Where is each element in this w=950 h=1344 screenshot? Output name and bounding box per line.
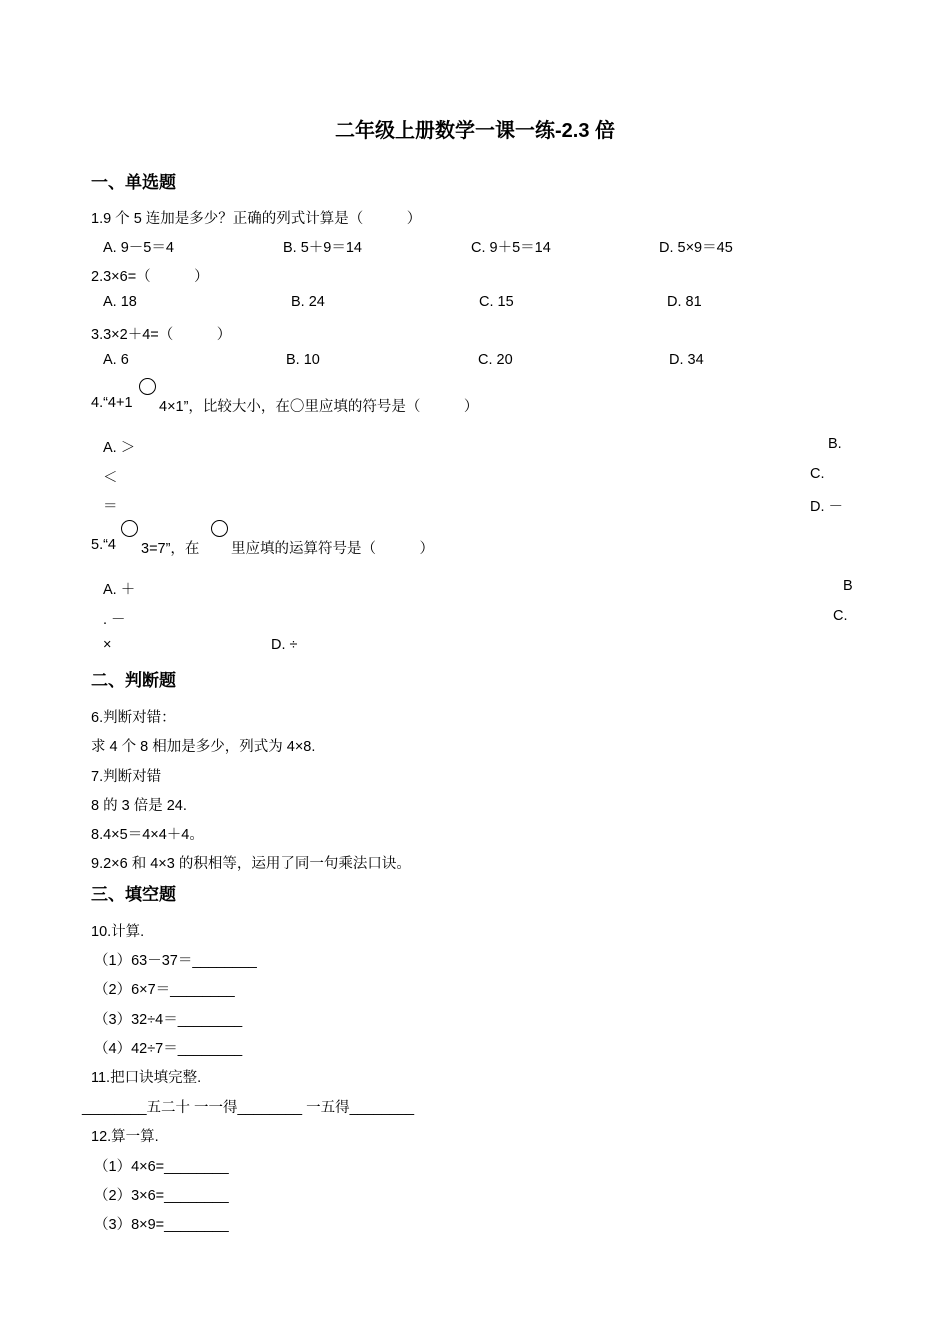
question-5-stem-part3: 里应填的运算符号是（ ） bbox=[231, 541, 434, 557]
question-5-option-c-value: × bbox=[103, 637, 112, 653]
question-12-item: （3）8×9=________ bbox=[94, 1217, 229, 1233]
question-7-stem: 7.判断对错 bbox=[91, 769, 162, 785]
blank-circle-icon bbox=[211, 520, 228, 537]
question-4-option-c-label: C. bbox=[810, 466, 825, 482]
question-2-option-b: B. 24 bbox=[291, 294, 325, 310]
section-heading-single-choice: 一、单选题 bbox=[91, 173, 176, 192]
question-5-option-c-label: C. bbox=[833, 608, 848, 624]
question-3-option-b: B. 10 bbox=[286, 352, 320, 368]
question-3-option-d: D. 34 bbox=[669, 352, 704, 368]
question-5-stem-part1: 5.“4 bbox=[91, 537, 116, 553]
question-6-stem: 6.判断对错： bbox=[91, 710, 176, 726]
question-2-stem: 2.3×6=（ ） bbox=[91, 269, 209, 285]
blank-circle-icon bbox=[139, 378, 156, 395]
question-2-option-d: D. 81 bbox=[667, 294, 702, 310]
question-5-option-b-label: B bbox=[843, 578, 853, 594]
question-4-option-d: D. － bbox=[810, 499, 844, 515]
question-9-stem: 9.2×6 和 4×3 的积相等，运用了同一句乘法口诀。 bbox=[91, 856, 411, 872]
question-1-option-c: C. 9＋5＝14 bbox=[471, 240, 551, 256]
question-4-option-b-label: B. bbox=[828, 436, 842, 452]
question-7-text: 8 的 3 倍是 24. bbox=[91, 798, 187, 814]
question-10-item: （1）63－37＝________ bbox=[94, 953, 257, 969]
question-4-stem-part2: 4×1”，比较大小，在〇里应填的符号是（ ） bbox=[159, 399, 479, 415]
question-12-item: （1）4×6=________ bbox=[94, 1159, 229, 1175]
question-5-option-b-value: . － bbox=[103, 612, 126, 628]
question-11-stem: 11.把口诀填完整. bbox=[91, 1070, 202, 1086]
question-12-stem: 12.算一算. bbox=[91, 1129, 159, 1145]
question-4-stem-part1: 4.“4+1 bbox=[91, 395, 133, 411]
question-3-stem: 3.3×2＋4=（ ） bbox=[91, 327, 232, 343]
question-4-option-c-value: ＝ bbox=[103, 499, 118, 515]
question-11-text: ________五二十 一一得________ 一五得________ bbox=[82, 1100, 415, 1116]
question-12-item: （2）3×6=________ bbox=[94, 1188, 229, 1204]
section-heading-fill-in: 三、填空题 bbox=[91, 885, 176, 904]
question-4-option-b-value: ＜ bbox=[103, 470, 118, 486]
page-title: 二年级上册数学一课一练-2.3 倍 bbox=[334, 120, 616, 142]
question-5-stem-part2: 3=7”，在 bbox=[141, 541, 200, 557]
question-2-option-c: C. 15 bbox=[479, 294, 514, 310]
question-5-option-a: A. ＋ bbox=[103, 582, 136, 598]
question-1-option-d: D. 5×9＝45 bbox=[659, 240, 733, 256]
question-10-item: （3）32÷4＝________ bbox=[94, 1012, 243, 1028]
question-1-stem: 1.9 个 5 连加是多少？正确的列式计算是（ ） bbox=[91, 211, 422, 227]
section-heading-true-false: 二、判断题 bbox=[91, 671, 176, 690]
question-6-text: 求 4 个 8 相加是多少，列式为 4×8. bbox=[91, 739, 316, 755]
question-10-item: （4）42÷7＝________ bbox=[94, 1041, 243, 1057]
question-3-option-c: C. 20 bbox=[478, 352, 513, 368]
question-2-option-a: A. 18 bbox=[103, 294, 137, 310]
question-8-stem: 8.4×5＝4×4＋4。 bbox=[91, 827, 204, 843]
question-1-option-b: B. 5＋9＝14 bbox=[283, 240, 362, 256]
question-5-option-d: D. ÷ bbox=[271, 637, 298, 653]
question-1-option-a: A. 9－5＝4 bbox=[103, 240, 174, 256]
question-3-option-a: A. 6 bbox=[103, 352, 129, 368]
question-10-stem: 10.计算. bbox=[91, 924, 145, 940]
blank-circle-icon bbox=[121, 520, 138, 537]
question-4-option-a: A. ＞ bbox=[103, 440, 136, 456]
question-10-item: （2）6×7＝________ bbox=[94, 982, 235, 998]
